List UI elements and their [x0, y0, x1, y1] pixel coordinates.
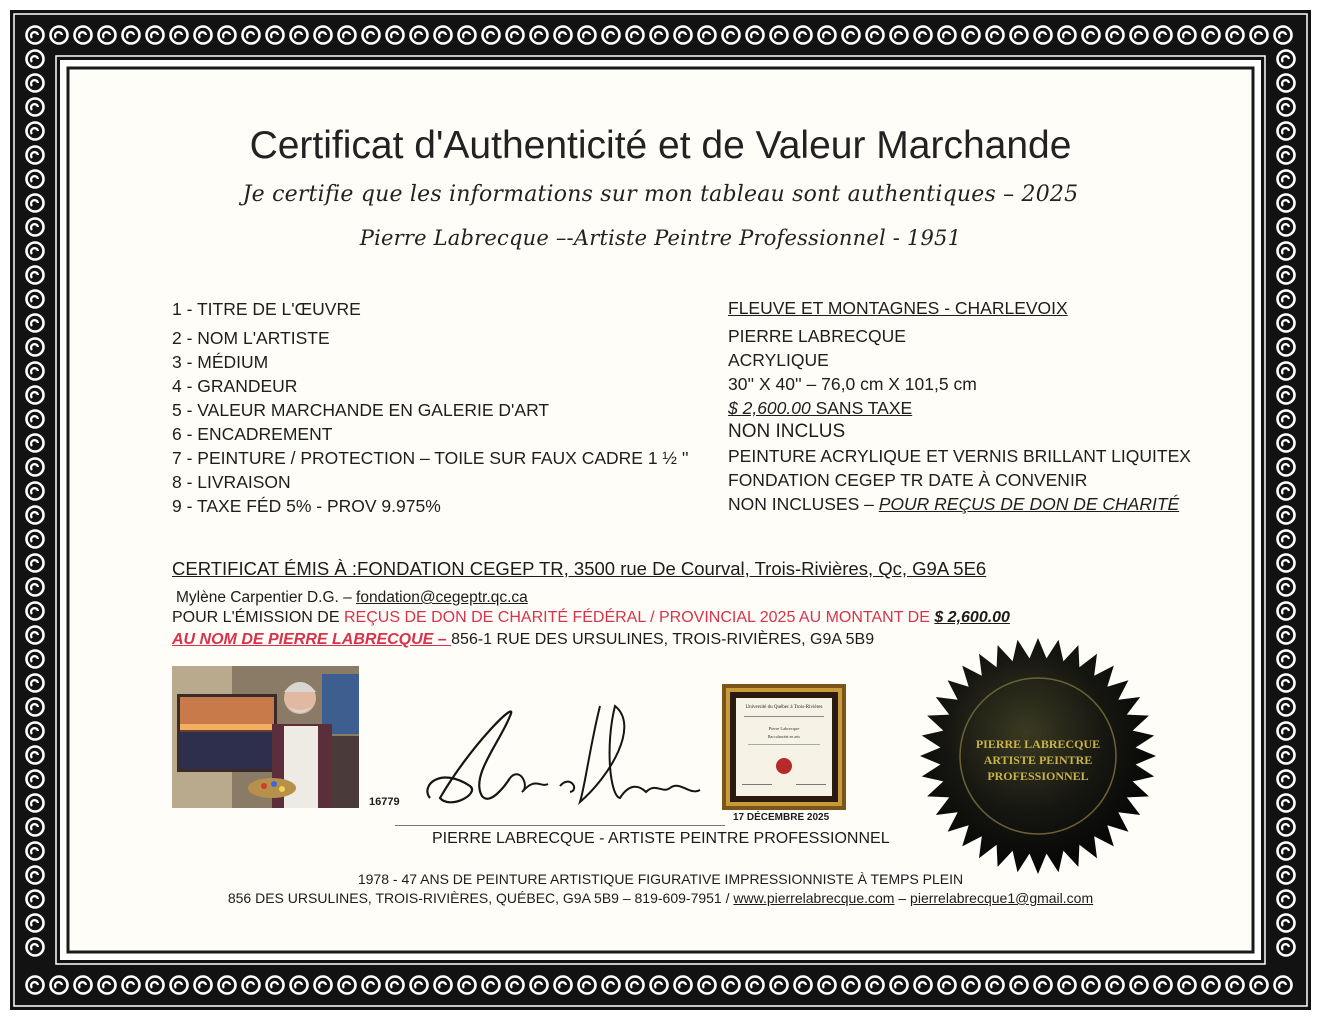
- signature-line: [395, 825, 725, 826]
- signature-caption: PIERRE LABRECQUE - ARTISTE PEINTRE PROFESSIONNEL: [432, 830, 890, 847]
- diploma-image: [722, 684, 846, 810]
- footer-email-link[interactable]: pierrelabrecque1@gmail.com: [910, 890, 1094, 906]
- field-label-value: 5 - VALEUR MARCHANDE EN GALERIE D'ART: [172, 400, 550, 420]
- field-value-market-value: [728, 398, 912, 419]
- field-value-tax: [728, 494, 1179, 515]
- contact-name: Mylène Carpentier D.G. –: [176, 589, 357, 606]
- gold-seal: [918, 636, 1158, 876]
- field-label-artist: 2 - NOM L'ARTISTE: [172, 328, 330, 348]
- receipt-prefix: POUR L'ÉMISSION DE: [172, 609, 344, 626]
- artist-signature: [410, 686, 710, 818]
- tax-prefix: NON INCLUSES –: [728, 494, 879, 514]
- diploma-degree: Baccalauréat en arts: [767, 734, 801, 739]
- certificate-title: Certificat d'Authenticité et de Valeur Marchande: [249, 124, 1072, 167]
- seal-line-3: PROFESSIONNEL: [987, 769, 1089, 783]
- footer-line-1: 1978 - 47 ANS DE PEINTURE ARTISTIQUE FIGURATIVE IMPRESSIONNISTE À TEMPS PLEIN: [357, 871, 964, 887]
- field-value-size: 30'' X 40'' – 76,0 cm X 101,5 cm: [728, 374, 977, 394]
- subtitle-authenticity: Je certifie que les informations sur mon tableau sont authentiques – 2025: [242, 182, 1079, 207]
- receipt-address: 856-1 RUE DES URSULINES, TROIS-RIVIÈRES, G9A 5B9: [451, 631, 875, 648]
- issued-to: CERTIFICAT ÉMIS À :FONDATION CEGEP TR, 3500 rue De Courval, Trois-Rivières, Qc, G9A 5E6: [172, 558, 987, 579]
- receipt-name-line: [172, 631, 874, 649]
- field-value-medium: ACRYLIQUE: [728, 350, 829, 370]
- contact-line: [176, 589, 528, 607]
- seal-line-1: PIERRE LABRECQUE: [975, 737, 1101, 751]
- diploma-university: Université du Québec à Trois-Rivières: [745, 705, 823, 710]
- certificate-number: 16779: [369, 796, 400, 808]
- field-label-medium: 3 - MÉDIUM: [172, 352, 269, 372]
- footer-separator: –: [894, 890, 911, 906]
- field-label-tax: 9 - TAXE FÉD 5% - PROV 9.975%: [172, 496, 441, 516]
- artist-photo: [172, 666, 359, 808]
- field-label-protection: 7 - PEINTURE / PROTECTION – TOILE SUR FAUX CADRE 1 ½ '': [172, 448, 689, 468]
- value-suffix: SANS TAXE: [810, 398, 913, 418]
- field-value-framing: NON INCLUS: [728, 421, 846, 442]
- field-value-protection: PEINTURE ACRYLIQUE ET VERNIS BRILLANT LIQUITEX: [728, 446, 1191, 466]
- receipt-line: [172, 609, 1010, 627]
- field-label-title: 1 - TITRE DE L'ŒUVRE: [172, 299, 361, 319]
- contact-email-link[interactable]: fondation@cegeptr.qc.ca: [356, 589, 528, 606]
- field-label-size: 4 - GRANDEUR: [172, 376, 298, 396]
- receipt-highlight: REÇUS DE DON DE CHARITÉ FÉDÉRAL / PROVINCIAL 2025 AU MONTANT DE: [343, 609, 935, 626]
- receipt-amount: $ 2,600.00: [934, 609, 1010, 626]
- field-label-framing: 6 - ENCADREMENT: [172, 424, 333, 444]
- field-value-delivery: FONDATION CEGEP TR DATE À CONVENIR: [728, 470, 1088, 490]
- footer-line-2: [0, 890, 1321, 906]
- field-label-delivery: 8 - LIVRAISON: [172, 472, 291, 492]
- field-value-artist: PIERRE LABRECQUE: [728, 326, 906, 346]
- receipt-name: AU NOM DE PIERRE LABRECQUE –: [172, 631, 452, 648]
- subtitle-artist: Pierre Labrecque –-Artiste Peintre Professionnel - 1951: [359, 226, 962, 250]
- certificate-date: 17 DÉCEMBRE 2025: [733, 812, 830, 823]
- tax-note: POUR REÇUS DE DON DE CHARITÉ: [878, 494, 1180, 514]
- footer-address: 856 DES URSULINES, TROIS-RIVIÈRES, QUÉBEC, G9A 5B9 – 819-609-7951 /: [227, 890, 734, 906]
- footer-website-link[interactable]: www.pierrelabrecque.com: [733, 890, 895, 906]
- value-amount: $ 2,600.00: [728, 398, 811, 418]
- diploma-name: Pierre Labrecque: [768, 726, 800, 731]
- field-value-title: FLEUVE ET MONTAGNES - CHARLEVOIX: [728, 298, 1068, 318]
- seal-line-2: ARTISTE PEINTRE: [983, 753, 1093, 767]
